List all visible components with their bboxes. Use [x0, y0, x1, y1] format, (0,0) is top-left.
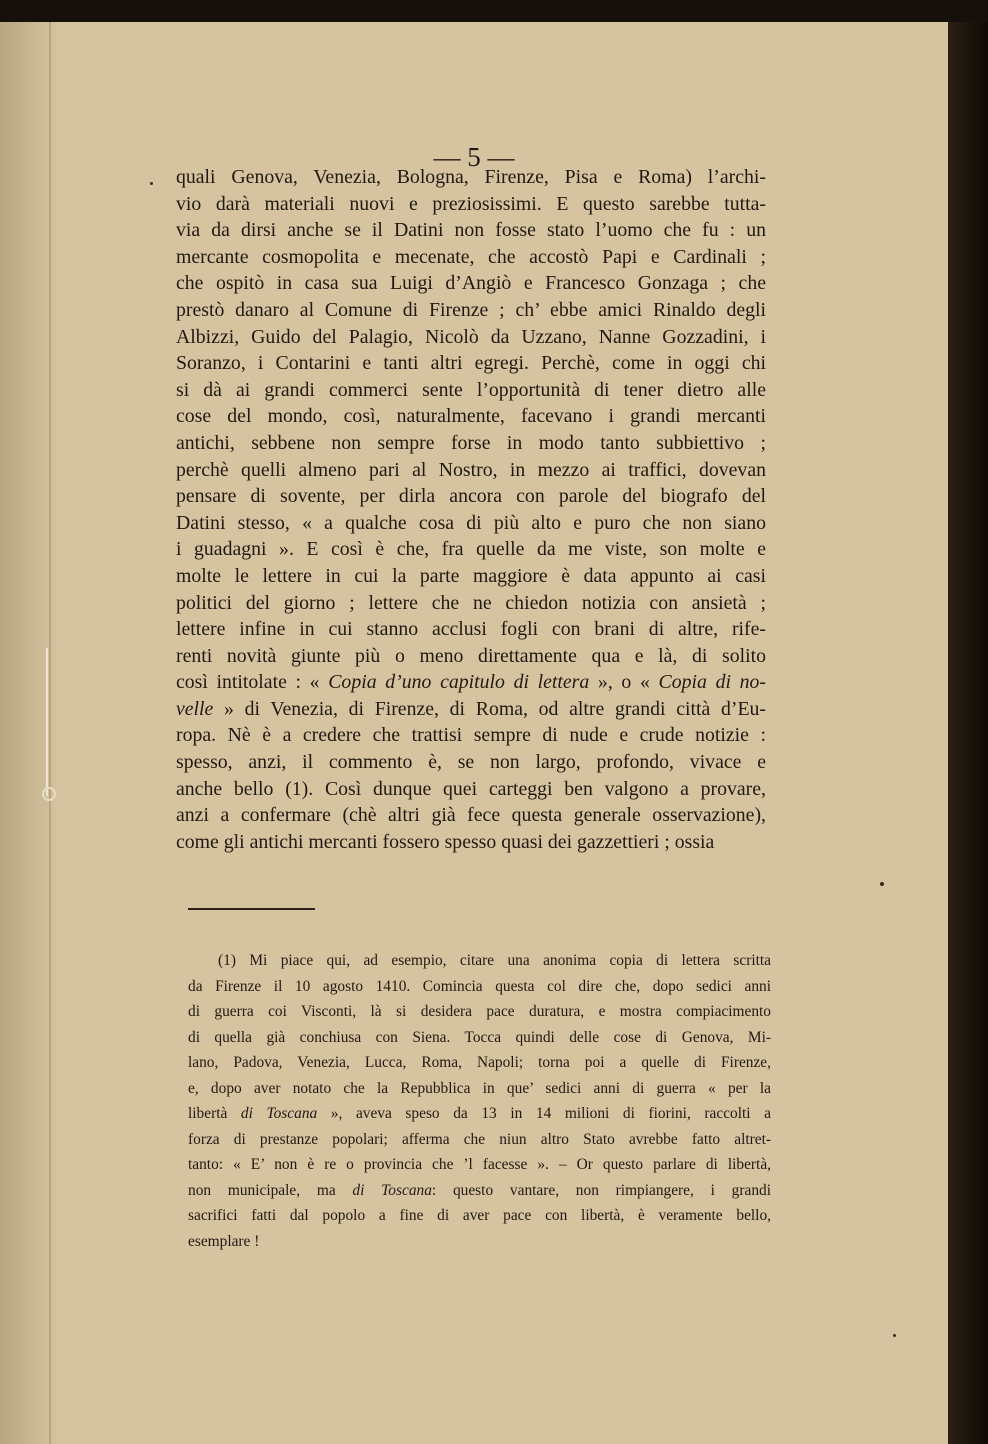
text-run: », aveva speso da 13 in 14 milioni di fiorini, raccolti a: [317, 1105, 771, 1122]
paper-speck: [150, 182, 153, 185]
text-run: : questo vantare, non rimpiangere, i grandi: [431, 1181, 771, 1199]
italic-title: Copia d’uno capitulo di lettera: [328, 671, 590, 694]
body-line: lettere infine in cui stanno acclusi fogli con brani di altre, rife-: [176, 618, 766, 641]
body-line-mixed: [176, 696, 766, 723]
footnote-line: sacrifici fatti dal popolo a fine di aver pace con libertà, è veramente bello,: [188, 1207, 771, 1224]
footnote-line-mixed: [188, 1178, 771, 1204]
italic-title: velle: [176, 697, 214, 720]
binding-thread: [46, 647, 54, 797]
footnote-line: (1) Mi piace qui, ad esempio, citare una anonima copia di lettera scritta: [218, 952, 771, 969]
text-run: », o «: [589, 671, 659, 694]
text-run: libertà: [188, 1105, 241, 1122]
body-line: che ospitò in casa sua Luigi d’Angiò e Francesco Gonzaga ; che: [176, 272, 766, 295]
body-line: renti novità giunte più o meno direttamente qua e là, di solito: [176, 644, 766, 667]
italic-phrase: di Toscana: [352, 1181, 432, 1199]
footnote-divider: [188, 908, 315, 910]
body-line: spesso, anzi, il commento è, se non largo, profondo, vivace e: [176, 751, 766, 774]
body-line: quali Genova, Venezia, Bologna, Firenze, Pisa e Roma) l’archi-: [176, 166, 766, 188]
body-line: ropa. Nè è a credere che trattisi sempre di nude e crude notizie :: [176, 724, 766, 747]
body-line: prestò danaro al Comune di Firenze ; ch’ ebbe amici Rinaldo degli: [176, 298, 766, 321]
body-line: come gli antichi mercanti fossero spesso quasi dei gazzettieri ; ossia: [176, 830, 715, 853]
footnote-line: e, dopo aver notato che la Repubblica in que’ sedici anni di guerra « per la: [188, 1079, 771, 1097]
body-line: via da dirsi anche se il Datini non fosse stato l’uomo che fu : un: [176, 219, 766, 242]
footnote: [188, 948, 771, 1254]
paper-speck: [880, 882, 884, 886]
text-run: non municipale, ma: [188, 1181, 353, 1199]
body-line: pensare di sovente, per dirla ancora con parole del biografo del: [176, 485, 766, 508]
footnote-line: da Firenze il 10 agosto 1410. Comincia questa col dire che, dopo sedici anni: [188, 977, 771, 995]
body-line: i guadagni ». E così è che, fra quelle da me viste, son molte e: [176, 538, 766, 561]
page-number: — 5 —: [433, 142, 515, 172]
footnote-line: di guerra coi Visconti, là si desidera pace duratura, e mostra compiacimento: [188, 1003, 771, 1020]
italic-phrase: di Toscana: [240, 1105, 318, 1122]
body-line: mercante cosmopolita e mecenate, che accostò Papi e Cardinali ;: [176, 245, 766, 268]
body-line: perchè quelli almeno pari al Nostro, in mezzo ai traffici, dovevan: [176, 458, 766, 481]
footnote-line: di quella già conchiusa con Siena. Tocca quindi delle cose di Genova, Mi-: [188, 1028, 771, 1046]
footnote-line: forza di prestanze popolari; afferma che niun altro Stato avrebbe fatto altret-: [188, 1130, 771, 1148]
text-run: » di Venezia, di Firenze, di Roma, od altre grandi città d’Eu-: [213, 697, 766, 720]
body-line: vio darà materiali nuovi e preziosissimi. E questo sarebbe tutta-: [176, 192, 766, 215]
footnote-line: lano, Padova, Venezia, Lucca, Roma, Napoli; torna poi a quelle di Firenze,: [188, 1054, 771, 1071]
footnote-line-mixed: [188, 1101, 771, 1127]
text-run: così intitolate : «: [176, 671, 329, 694]
body-text: [176, 164, 766, 855]
body-line: anche bello (1). Così dunque quei carteggi ben valgono a provare,: [176, 777, 766, 800]
italic-title: Copia di no-: [658, 671, 766, 694]
binding-thread-knot: [42, 787, 56, 801]
body-line: Datini stesso, « a qualche cosa di più alto e puro che non siano: [176, 511, 766, 534]
body-line: antichi, sebbene non sempre forse in modo tanto subbiettivo ;: [176, 431, 766, 454]
footnote-line: tanto: « E’ non è re o provincia che ’l facesse ». – Or questo parlare di libertà,: [188, 1156, 771, 1173]
body-line: cose del mondo, così, naturalmente, facevano i grandi mercanti: [176, 405, 766, 428]
body-line: Albizzi, Guido del Palagio, Nicolò da Uzzano, Nanne Gozzadini, i: [176, 325, 766, 348]
body-line: anzi a confermare (chè altri già fece questa generale osservazione),: [176, 804, 766, 827]
background-edge: [948, 22, 988, 1444]
body-line: si dà ai grandi commerci sente l’opportunità di tener dietro alle: [176, 378, 766, 401]
body-line-mixed: [176, 669, 766, 696]
body-line: politici del giorno ; lettere che ne chiedon notizia con ansietà ;: [176, 591, 766, 614]
footnote-line: esemplare !: [188, 1232, 260, 1250]
paper-speck: [893, 1334, 896, 1337]
body-line: Soranzo, i Contarini e tanti altri egregi. Perchè, come in oggi chi: [176, 352, 766, 375]
body-line: molte le lettere in cui la parte maggiore è data appunto ai casi: [176, 564, 766, 587]
